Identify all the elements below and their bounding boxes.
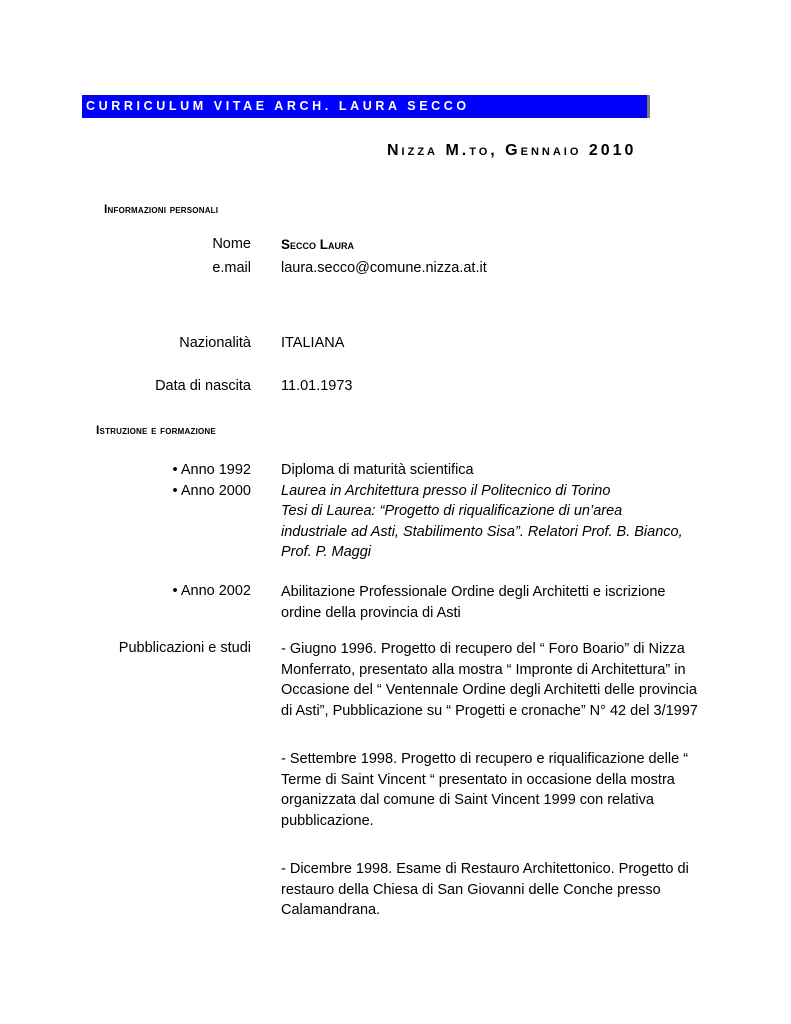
publication-item: - Giugno 1996. Progetto di recupero del “ Foro Boario” di Nizza Monferrato, presentato alla mostra “ Impronte di Architettura” in Occasione del “ Ventennale Ordine degli Architetti delle provincia di Asti”, Pubblicazione su “ Progetti e cronache” N° 42 del 3/1997 bbox=[281, 641, 698, 719]
place-date: Nizza M.to, Gennaio 2010 bbox=[387, 142, 637, 159]
email-label: e.mail bbox=[212, 260, 251, 276]
education-text: Diploma di maturità scientifica bbox=[281, 462, 474, 478]
education-year-label: • Anno 2002 bbox=[172, 583, 251, 599]
nationality-label: Nazionalità bbox=[179, 335, 251, 351]
education-text: Abilitazione Professionale Ordine degli Architetti e iscrizione ordine della provincia di Asti bbox=[281, 584, 666, 621]
publication-item: - Settembre 1998. Progetto di recupero e riqualificazione delle “ Terme di Saint Vincent “ presentato in occasione della mostra organizzata dal comune di Saint Vincent 1999 con relativa pubblicazione. bbox=[281, 751, 689, 829]
section-heading-education: Istruzione e formazione bbox=[96, 423, 216, 437]
education-text: Laurea in Architettura presso il Politecnico di Torino bbox=[281, 483, 611, 499]
education-year-label: • Anno 1992 bbox=[172, 462, 251, 478]
education-year-label: • Anno 2000 bbox=[172, 483, 251, 499]
publication-item: - Dicembre 1998. Esame di Restauro Architettonico. Progetto di restauro della Chiesa di San Giovanni delle Conche presso Calamandrana. bbox=[281, 861, 689, 918]
birth-value: 11.01.1973 bbox=[281, 378, 353, 394]
thesis-text: Tesi di Laurea: “Progetto di riqualificazione di un’area industriale ad Asti, Stabilimento Sisa”. Relatori Prof. B. Bianco, Prof. P. Maggi bbox=[281, 503, 683, 560]
section-heading-personal: Informazioni personali bbox=[104, 202, 219, 216]
nationality-value: ITALIANA bbox=[281, 335, 345, 351]
name-value: Secco Laura bbox=[281, 237, 355, 252]
publications-label: Pubblicazioni e studi bbox=[118, 640, 251, 656]
name-label: Nome bbox=[212, 236, 251, 252]
cv-title-banner: CURRICULUM VITAE ARCH. LAURA SECCO bbox=[82, 95, 650, 118]
email-value: laura.secco@comune.nizza.at.it bbox=[281, 260, 487, 276]
birth-label: Data di nascita bbox=[155, 378, 251, 394]
